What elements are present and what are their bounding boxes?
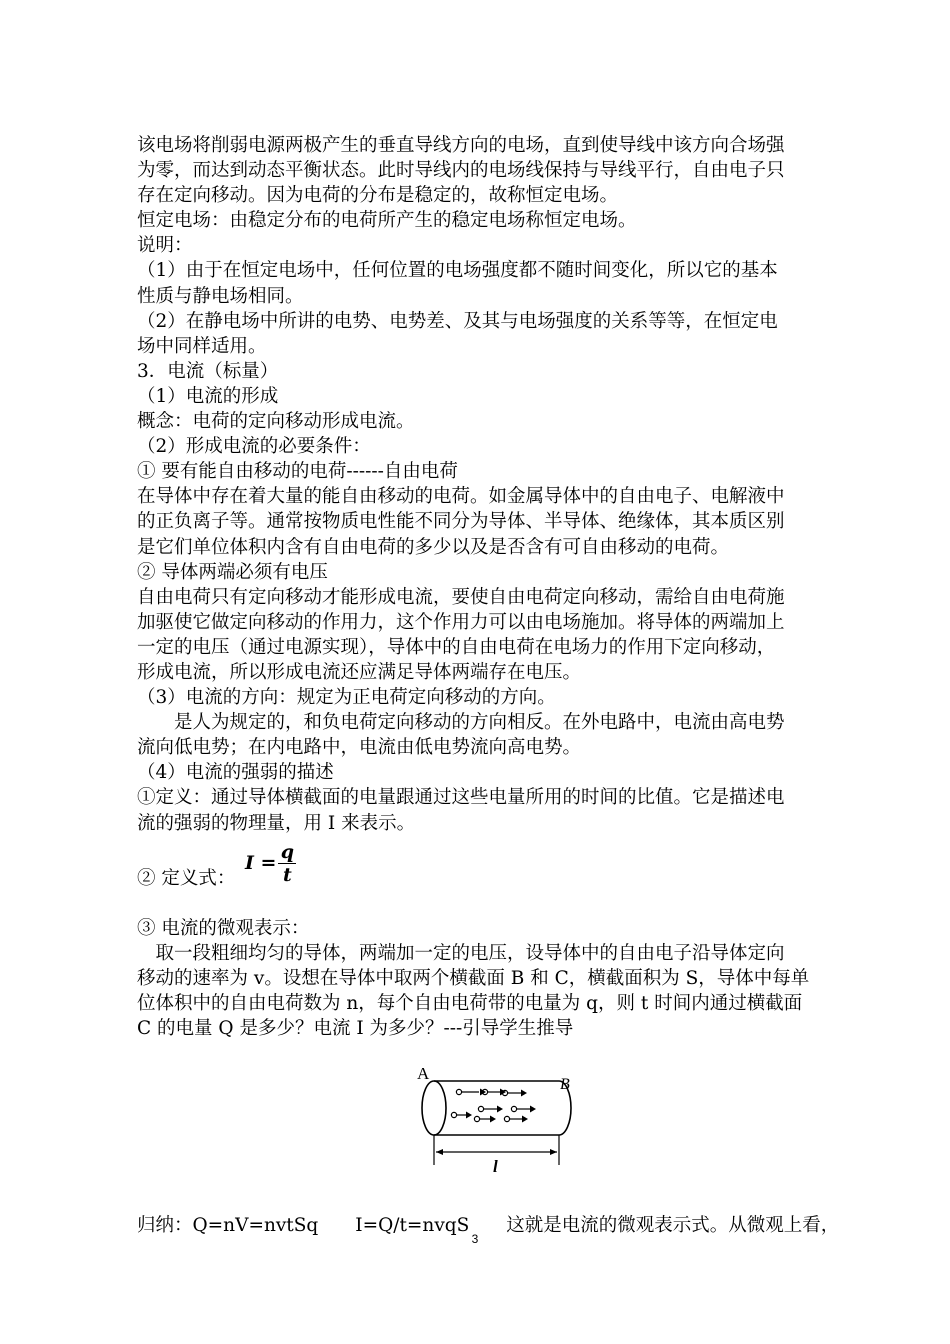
text-line: ① 要有能自由移动的电荷------自由电荷 <box>137 461 458 483</box>
text-line: 移动的速率为 v。设想在导体中取两个横截面 B 和 C，横截面积为 S，导体中每单 <box>137 967 810 989</box>
text-line: 流向低电势；在内电路中，电流由低电势流向高电势。 <box>137 737 582 759</box>
charge-dot <box>504 1116 509 1121</box>
label-l: l <box>493 1157 498 1177</box>
length-arrow-right <box>550 1149 557 1155</box>
text-line: 该电场将削弱电源两极产生的垂直导线方向的电场，直到使导线中该方向合场强 <box>137 135 785 156</box>
definition-formula-row <box>137 836 817 904</box>
text-line: 是人为规定的，和负电荷定向移动的方向相反。在外电路中，电流由高电势 <box>137 712 785 734</box>
formula-lhs: I = <box>245 851 277 874</box>
arrow-head <box>490 1116 496 1123</box>
text-line: 性质与静电场相同。 <box>137 285 304 307</box>
text-line: （1）由于在恒定电场中，任何位置的电场强度都不随时间变化，所以它的基本 <box>137 260 778 282</box>
text-line: 形成电流，所以形成电流还应满足导体两端存在电压。 <box>137 661 582 683</box>
text-line: 一定的电压（通过电源实现），导体中的自由电荷在电场力的作用下定向移动， <box>137 636 776 658</box>
text-line: （3）电流的方向：规定为正电荷定向移动的方向。 <box>137 687 556 709</box>
text-line: ② 导体两端必须有电压 <box>137 561 328 583</box>
text-line: （4）电流的强弱的描述 <box>137 762 334 784</box>
left-cross-section <box>422 1081 446 1135</box>
arrow-head <box>521 1090 527 1097</box>
text-line: 取一段粗细均匀的导体，两端加一定的电压，设导体中的自由电子沿导体定向 <box>137 942 785 964</box>
text-line: C 的电量 Q 是多少？电流 I 为多少？---引导学生推导 <box>137 1018 574 1039</box>
text-line: （2）在静电场中所讲的电势、电势差、及其与电场强度的关系等等，在恒定电 <box>137 310 778 332</box>
charge-dot <box>511 1106 516 1111</box>
text-line: （2）形成电流的必要条件： <box>137 436 371 458</box>
document-body <box>137 133 840 1238</box>
charge-dot <box>474 1116 479 1121</box>
text-line: （1）电流的形成 <box>137 385 279 407</box>
text-line: ①定义：通过导体横截面的电量跟通过这些电量所用的时间的比值。它是描述电 <box>137 787 785 809</box>
text-line: 位体积中的自由电荷数为 n，每个自由电荷带的电量为 q，则 t 时间内通过横截面 <box>137 992 803 1014</box>
arrow-head <box>466 1112 472 1119</box>
text-line: 场中同样适用。 <box>137 335 267 357</box>
formula-label: ② 定义式： <box>137 867 236 889</box>
current-formula <box>245 841 296 886</box>
text-line: 在导体中存在着大量的能自由移动的电荷。如金属导体中的自由电子、电解液中 <box>137 486 785 508</box>
charge-dot <box>456 1089 461 1094</box>
charge-dot <box>451 1112 456 1117</box>
arrow-head <box>497 1106 503 1113</box>
arrow-head <box>522 1116 528 1123</box>
section-heading: 3．电流（标量） <box>137 360 279 382</box>
formula-numerator: q <box>280 840 295 863</box>
text-line: ③ 电流的微观表示： <box>137 917 310 939</box>
text-line: 概念：电荷的定向移动形成电流。 <box>137 411 415 433</box>
conductor-diagram <box>137 1041 817 1191</box>
text-line: 存在定向移动。因为电荷的分布是稳定的，故称恒定电场。 <box>137 185 619 207</box>
text-line: 恒定电场：由稳定分布的电荷所产生的稳定电场称恒定电场。 <box>137 210 637 232</box>
page-number: 3 <box>471 1232 479 1246</box>
charge-dot <box>478 1106 483 1111</box>
length-arrow-left <box>436 1149 443 1155</box>
text-line: 是它们单位体积内含有自由电荷的多少以及是否含有可自由移动的电荷。 <box>137 536 730 558</box>
text-line: 的正负离子等。通常按物质电性能不同分为导体、半导体、绝缘体，其本质区别 <box>137 511 785 533</box>
text-line: 流的强弱的物理量，用 I 来表示。 <box>137 812 416 834</box>
arrow-head <box>530 1106 536 1113</box>
label-a: A <box>417 1064 430 1084</box>
text-line: 加驱使它做定向移动的作用力，这个作用力可以由电场施加。将导体的两端加上 <box>137 611 785 633</box>
summary-line: 归纳：Q=nV=nvtSq I=Q/t=nvqS 这就是电流的微观表示式。从微观上看， <box>137 1215 840 1237</box>
formula-denominator: t <box>283 863 292 886</box>
text-line: 为零，而达到动态平衡状态。此时导线内的电场线保持与导线平行，自由电子只 <box>137 160 785 182</box>
formula-fraction <box>278 841 296 886</box>
text-line: 自由电荷只有定向移动才能形成电流，要使自由电荷定向移动，需给自由电荷施 <box>137 586 785 608</box>
text-line: 说明： <box>137 235 193 257</box>
conductor-diagram-svg <box>407 1041 587 1181</box>
label-b: B <box>560 1076 570 1094</box>
